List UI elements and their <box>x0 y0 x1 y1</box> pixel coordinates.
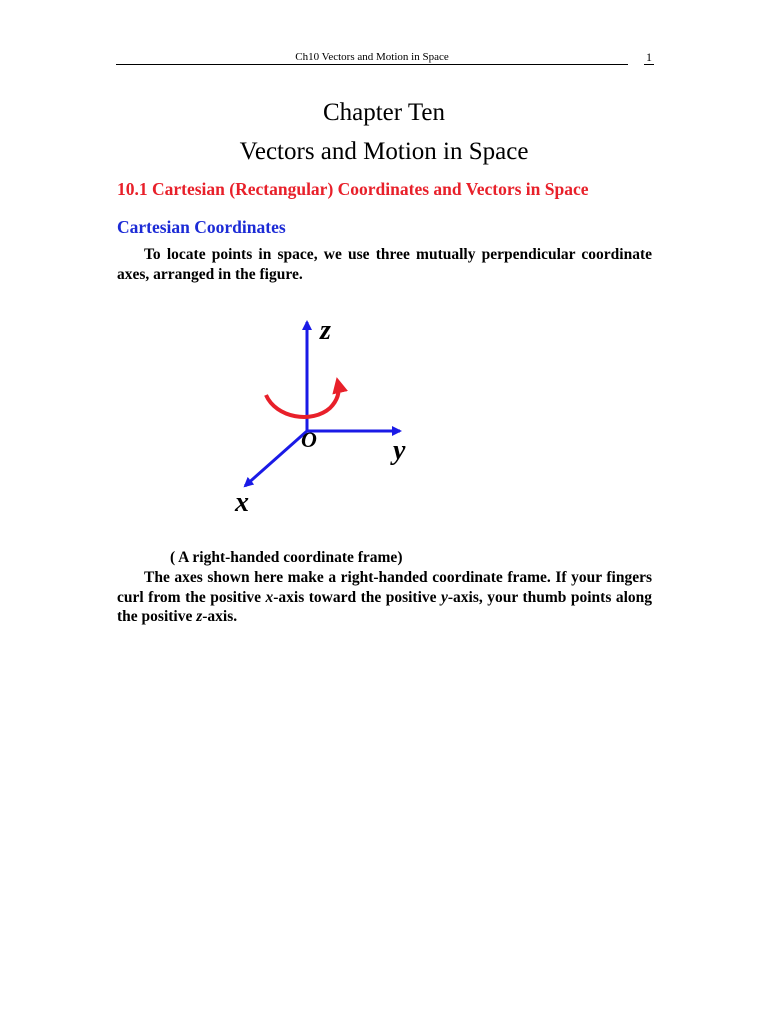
origin-label: O <box>301 427 317 452</box>
x-axis-arrow <box>245 431 307 486</box>
chapter-subtitle: Vectors and Motion in Space <box>239 138 529 165</box>
page-number: 1 <box>646 50 652 64</box>
para2-text-1: The axes shown here make a right-handed coordinate frame. If your fingers curl from the positive <box>117 569 652 606</box>
para2-z: z <box>196 608 203 625</box>
explanation-paragraph <box>117 568 652 627</box>
section-heading: 10.1 Cartesian (Rectangular) Coordinates and Vectors in Space <box>117 179 589 199</box>
para2-text-4: -axis. <box>202 608 238 625</box>
intro-paragraph: To locate points in space, we use three mutually perpendicular coordinate axes, arranged in the figure. <box>117 246 652 283</box>
z-axis-label: z <box>320 315 331 346</box>
y-axis-label: y <box>393 435 406 466</box>
para2-y: y <box>441 588 448 606</box>
figure-caption: ( A right-handed coordinate frame) <box>170 549 403 566</box>
x-axis-label: x <box>235 487 249 518</box>
para2-text-3: -axis, your thumb points along the positive <box>117 588 653 625</box>
header-title: Ch10 Vectors and Motion in Space <box>295 51 449 63</box>
sub-heading: Cartesian Coordinates <box>117 217 286 237</box>
chapter-title: Chapter Ten <box>322 99 446 126</box>
rotation-arrow <box>266 383 339 417</box>
para2-text-2: -axis toward the positive <box>273 588 441 606</box>
para2-x: x <box>265 588 274 606</box>
